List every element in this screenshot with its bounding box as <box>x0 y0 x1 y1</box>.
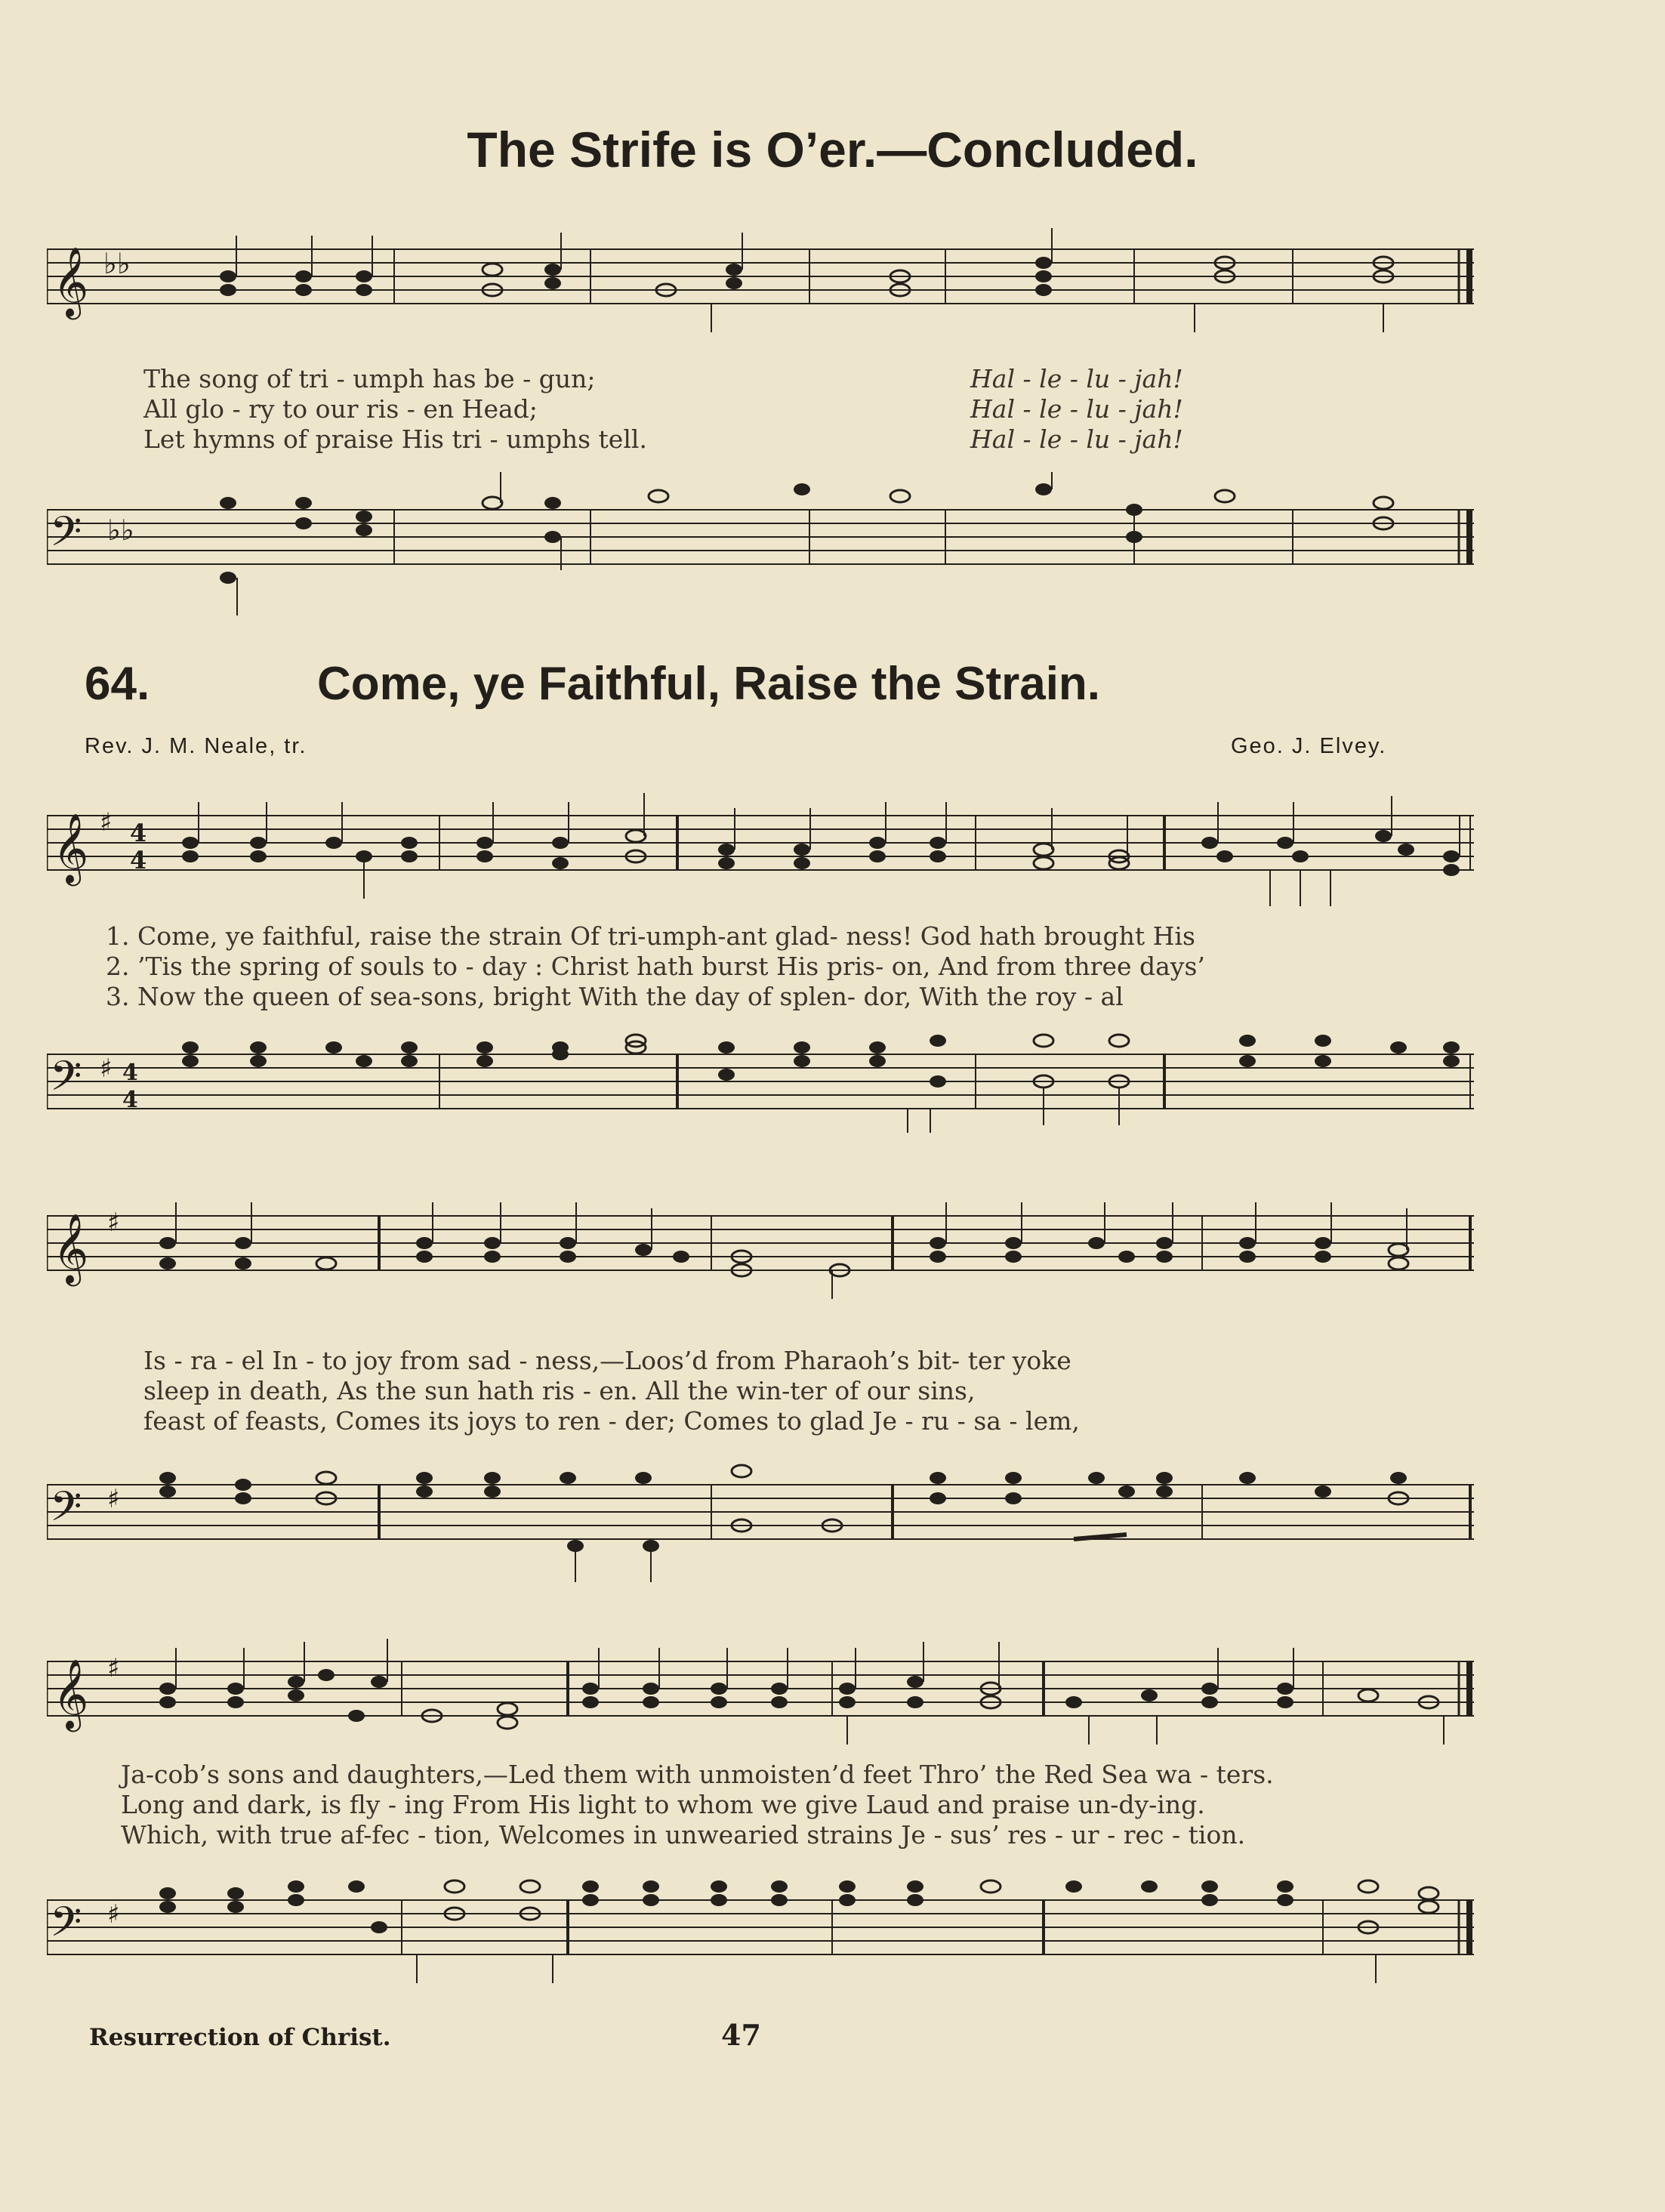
system-3-bass-staff <box>47 1858 1482 2009</box>
svg-text:4: 4 <box>122 1060 138 1086</box>
lyric-verse-line: feast of feasts, Comes its joys to ren - der; Comes to glad Je - ru - sa - lem, <box>143 1406 1080 1436</box>
lyric-verse-line: Long and dark, is fly - ing From His light to whom we give Laud and praise un-dy-ing. <box>121 1790 1205 1819</box>
system-2-lyrics <box>143 1346 1488 1436</box>
svg-text:♭♭: ♭♭ <box>103 247 131 280</box>
hymn-author: Rev. J. M. Neale, tr. <box>85 734 307 758</box>
system-2-bass-staff <box>47 1442 1482 1593</box>
lyric-verse-line: 2. ’Tis the spring of souls to - day : Christ hath burst His pris- on, And from three days’ <box>106 952 1205 981</box>
lyric-verse-line: All glo - ry to our ris - en Head; <box>143 394 538 424</box>
system-2-treble-staff <box>47 1186 1482 1322</box>
svg-text:𝄢: 𝄢 <box>50 1898 82 1956</box>
hymn-number: 64. <box>85 658 150 710</box>
svg-text:♯: ♯ <box>107 1208 120 1238</box>
system-3-lyrics <box>121 1760 1465 1850</box>
strife-treble-staff <box>47 227 1482 347</box>
svg-text:4: 4 <box>130 819 147 847</box>
lyric-hallelujah: Hal - le - lu - jah! <box>970 364 1183 393</box>
svg-text:4: 4 <box>122 1087 138 1113</box>
svg-text:𝄞: 𝄞 <box>53 813 89 883</box>
lyric-verse-line: The song of tri - umph has be - gun; <box>143 364 596 393</box>
lyric-hallelujah: Hal - le - lu - jah! <box>970 394 1183 424</box>
svg-text:𝄢: 𝄢 <box>50 1052 82 1110</box>
lyric-verse-line: 1. Come, ye faithful, raise the strain Of tri-umph-ant glad- ness! God hath brought His <box>106 921 1195 951</box>
lyric-verse-line: Let hymns of praise His tri - umphs tell. <box>143 424 647 454</box>
svg-text:𝄞: 𝄞 <box>53 1213 89 1283</box>
svg-text:𝄞: 𝄞 <box>53 1658 89 1729</box>
svg-text:𝄞: 𝄞 <box>53 246 89 316</box>
svg-text:4: 4 <box>130 846 147 875</box>
lyric-verse-line: sleep in death, As the sun hath ris - en. All the win-ter of our sins, <box>143 1376 976 1405</box>
lyric-verse-line: Which, with true af-fec - tion, Welcomes in unwearied strains Je - sus’ res - ur - rec - tion. <box>121 1820 1246 1850</box>
lyric-verse-line: 3. Now the queen of sea-sons, bright With the day of splen- dor, With the roy - al <box>106 982 1124 1011</box>
svg-text:♯: ♯ <box>100 807 113 838</box>
svg-text:𝄢: 𝄢 <box>50 1482 82 1541</box>
lyric-hallelujah: Hal - le - lu - jah! <box>970 424 1183 454</box>
svg-text:♯: ♯ <box>107 1484 120 1514</box>
system-3-treble-staff <box>47 1631 1482 1767</box>
lyric-verse-line: Is - ra - el In - to joy from sad - ness,—Loos’d from Pharaoh’s bit- ter yoke <box>143 1346 1071 1375</box>
page-title: The Strife is O’er.—Concluded. <box>467 122 1198 177</box>
system-1-lyrics <box>106 921 1450 1012</box>
svg-text:♯: ♯ <box>107 1653 120 1683</box>
footer-section: Resurrection of Christ. <box>89 2024 391 2051</box>
page-number: 47 <box>721 2018 761 2052</box>
svg-text:♭♭: ♭♭ <box>107 514 134 547</box>
svg-text:♯: ♯ <box>100 1054 113 1084</box>
lyric-verse-line: Ja-cob’s sons and daughters,—Led them with unmoisten’d feet Thro’ the Red Sea wa - ters. <box>121 1760 1274 1789</box>
strife-bass-staff <box>47 464 1482 615</box>
hymn-title: Come, ye Faithful, Raise the Strain. <box>317 658 1101 710</box>
hymn-composer: Geo. J. Elvey. <box>1231 734 1387 758</box>
strife-hallelujah <box>970 364 1438 455</box>
system-1-treble-staff <box>47 785 1482 921</box>
svg-text:♯: ♯ <box>107 1899 120 1930</box>
svg-text:𝄢: 𝄢 <box>50 507 82 566</box>
system-1-bass-staff <box>47 1012 1482 1163</box>
